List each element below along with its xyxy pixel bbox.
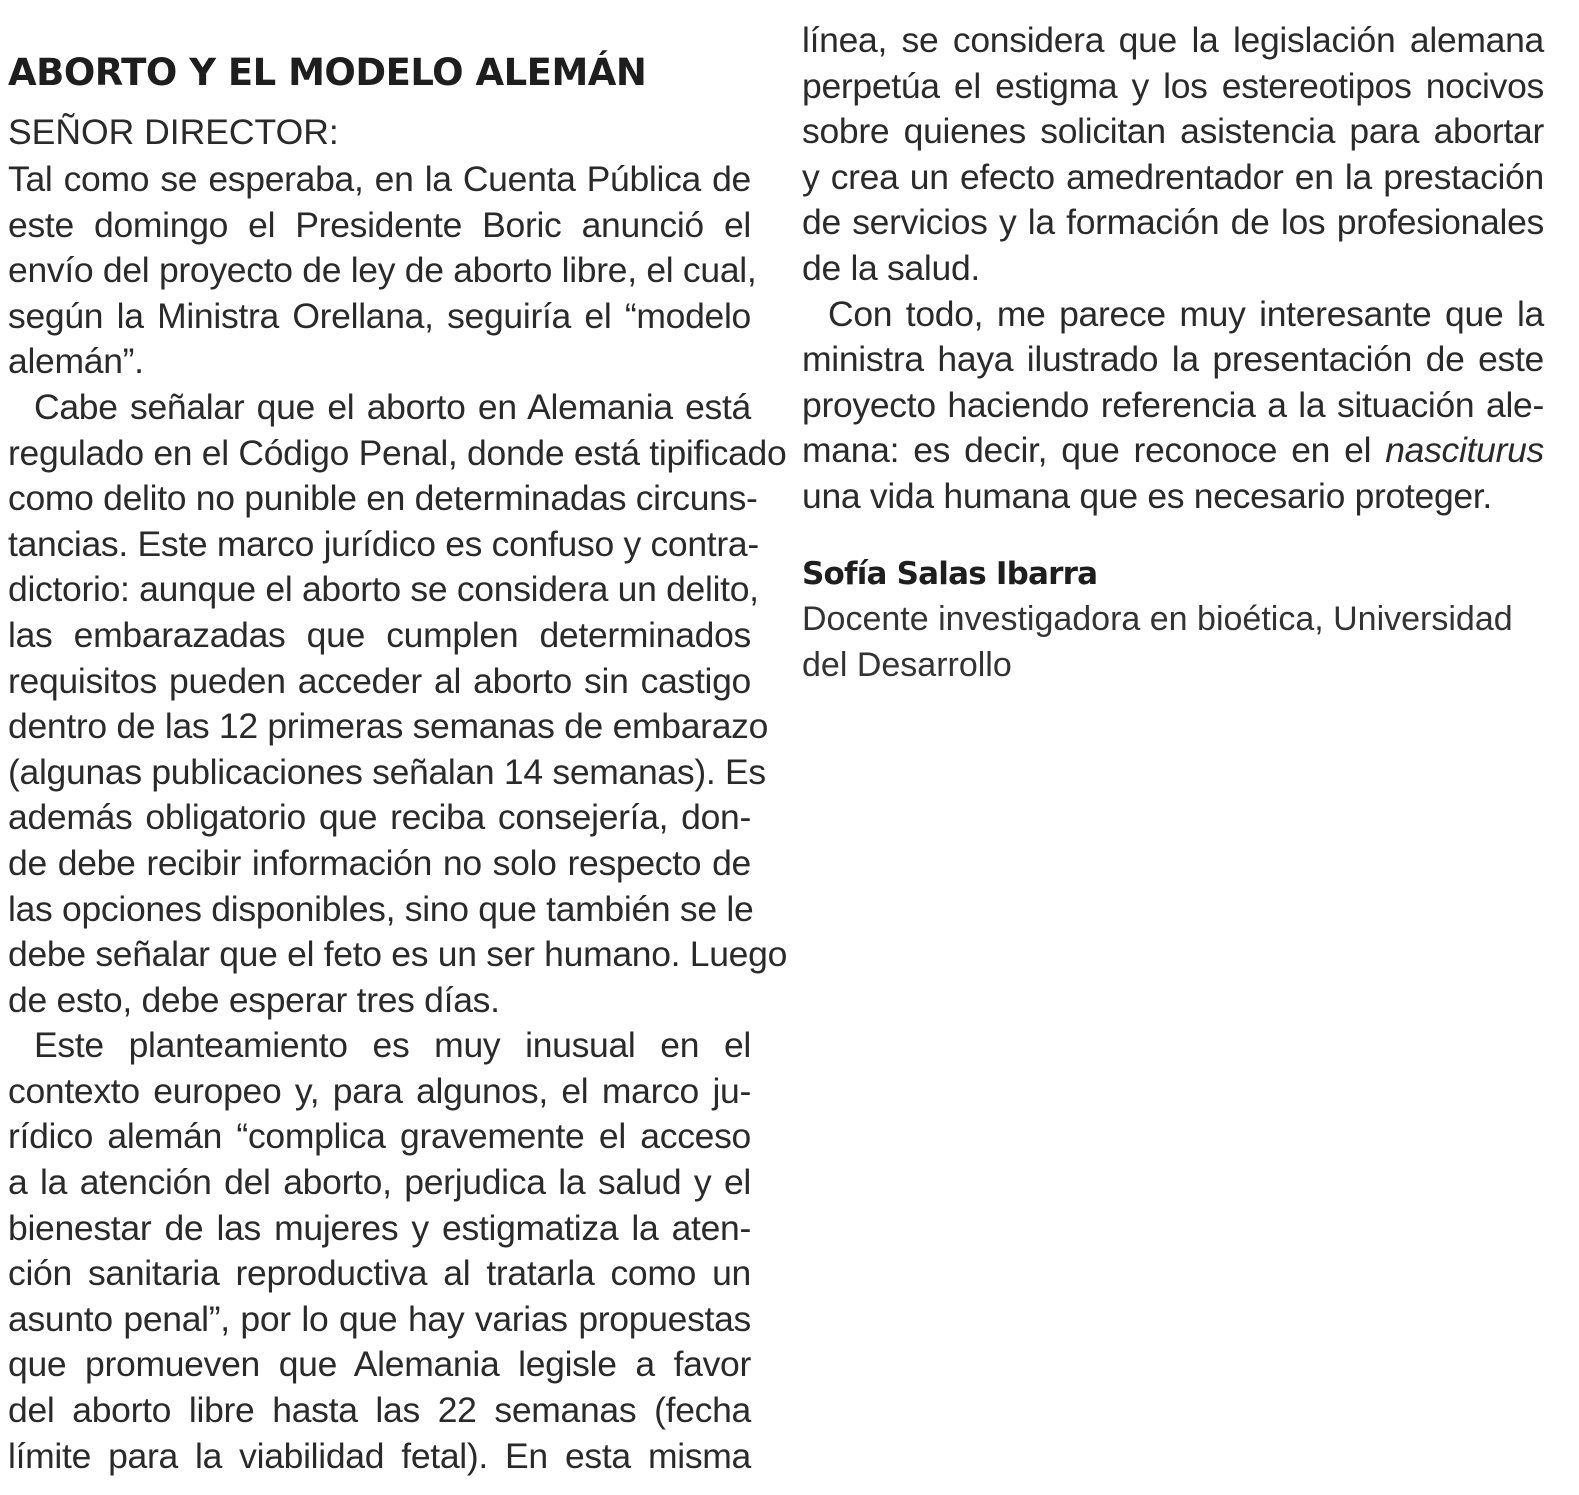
body-line: Tal como se esperaba, en la Cuenta Pública de — [8, 159, 751, 199]
right-column — [802, 18, 1544, 520]
body-line: dictorio: aunque el aborto se considera un delito, — [8, 569, 759, 610]
body-line: alemán”. — [8, 341, 144, 382]
body-line: línea, se considera que la legislación alemana — [802, 20, 1544, 60]
signature-name: Sofía Salas Ibarra — [802, 556, 1098, 592]
body-line: ministra haya ilustrado la presentación de este — [802, 339, 1544, 380]
body-line: límite para la viabilidad fetal). En esta misma — [8, 1435, 751, 1476]
body-line: de la salud. — [802, 247, 980, 288]
body-line: tancias. Este marco jurídico es confuso y contra- — [8, 523, 759, 564]
body-line: Con todo, me parece muy interesante que la — [828, 293, 1544, 334]
left-column — [8, 157, 788, 1479]
signature-title — [802, 596, 1513, 688]
body-line: dentro de las 12 primeras semanas de embarazo — [8, 706, 769, 747]
body-line: rídico alemán “complica gravemente el acceso — [8, 1116, 751, 1157]
salutation: SEÑOR DIRECTOR: — [8, 112, 339, 152]
body-line: (algunas publicaciones señalan 14 semanas). Es — [8, 751, 766, 792]
body-line: Cabe señalar que el aborto en Alemania está — [34, 386, 751, 427]
article-headline: ABORTO Y EL MODELO ALEMÁN — [8, 50, 647, 94]
body-line: ción sanitaria reproductiva al tratarla como un — [8, 1253, 751, 1294]
body-line: bienestar de las mujeres y estigmatiza la aten- — [8, 1207, 751, 1248]
body-line: Este planteamiento es muy inusual en el — [34, 1025, 751, 1066]
body-line: requisitos pueden acceder al aborto sin castigo — [8, 660, 751, 701]
signature-title-line: Docente investigadora en bioética, Universidad — [802, 600, 1513, 638]
signature-title-line: del Desarrollo — [802, 646, 1012, 684]
body-line: las embarazadas que cumplen determinados — [8, 614, 751, 655]
nasciturus-term: nasciturus — [1385, 430, 1544, 471]
body-line: de debe recibir información no solo respecto de — [8, 842, 751, 883]
body-line-mixed — [802, 428, 1544, 474]
body-line: envío del proyecto de ley de aborto libre, el cual, — [8, 250, 757, 291]
body-line: contexto europeo y, para algunos, el marco ju- — [8, 1070, 751, 1111]
body-line-text: mana: es decir, que reconoce en el — [802, 430, 1386, 471]
body-line: de esto, debe esperar tres días. — [8, 979, 500, 1020]
body-line: regulado en el Código Penal, donde está tipificado — [8, 432, 787, 473]
body-line: proyecto haciendo referencia a la situación ale- — [802, 384, 1544, 425]
body-line: asunto penal”, por lo que hay varias propuestas — [8, 1298, 751, 1339]
body-line: y crea un efecto amedrentador en la prestación — [802, 156, 1544, 197]
body-line: de servicios y la formación de los profesionales — [802, 202, 1544, 243]
body-line: a la atención del aborto, perjudica la salud y el — [8, 1162, 751, 1203]
body-line: según la Ministra Orellana, seguiría el “modelo — [8, 295, 751, 336]
body-line: que promueven que Alemania legisle a favor — [8, 1344, 751, 1385]
body-line: una vida humana que es necesario proteger. — [802, 475, 1492, 516]
body-line: las opciones disponibles, sino que también se le — [8, 888, 754, 929]
body-line: sobre quienes solicitan asistencia para abortar — [802, 111, 1544, 152]
body-line: del aborto libre hasta las 22 semanas (fecha — [8, 1390, 751, 1431]
body-line: perpetúa el estigma y los estereotipos nocivos — [802, 65, 1544, 106]
body-line: debe señalar que el feto es un ser humano. Luego — [8, 934, 788, 975]
body-line: como delito no punible en determinadas circuns- — [8, 478, 758, 519]
body-line: además obligatorio que reciba consejería, don- — [8, 797, 751, 838]
body-line: este domingo el Presidente Boric anunció el — [8, 204, 751, 245]
